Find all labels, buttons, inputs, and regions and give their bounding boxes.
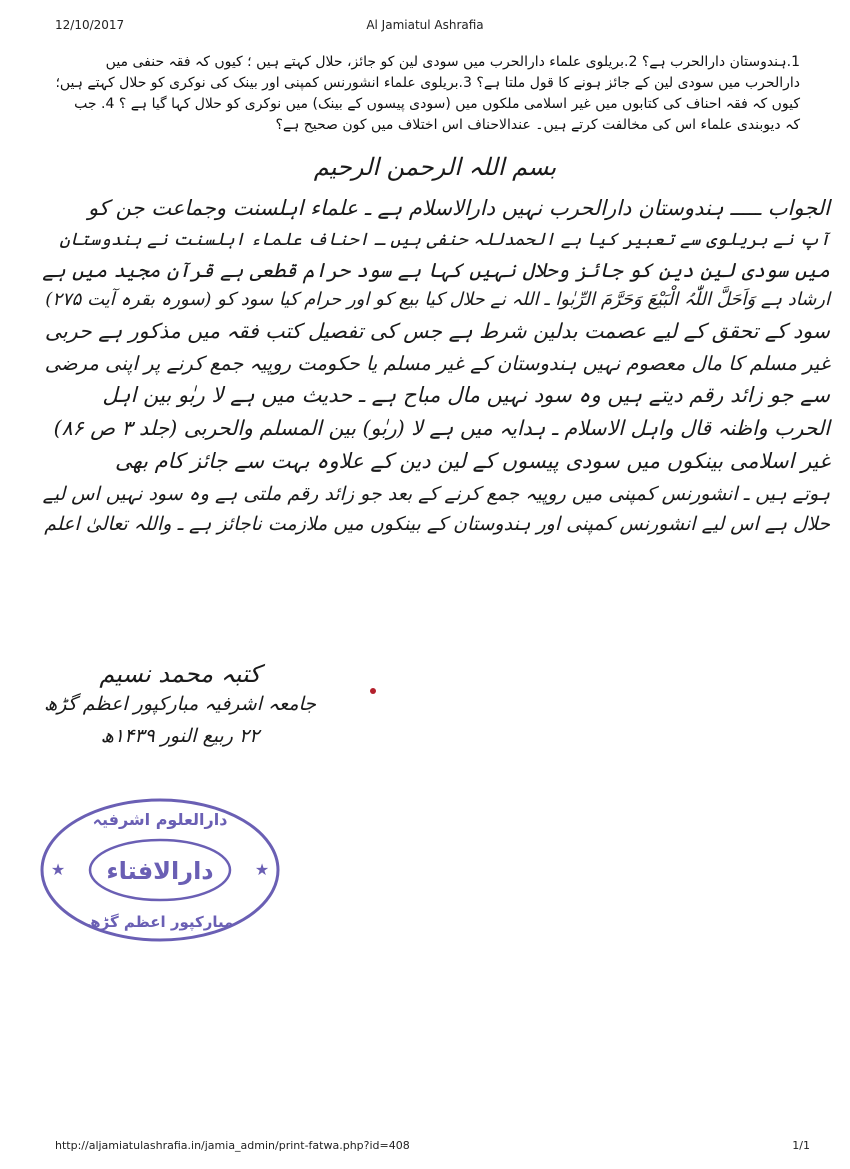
handwritten-answer (40, 148, 830, 540)
darul-ifta-seal (38, 795, 283, 945)
answer-line: سود کے تحقق کے لیے عصمت بدلین شرط ہے جس کی تفصیل کتب فقہ میں مذکور ہے حربی (44, 318, 830, 343)
seal-star-left-icon: ★ (50, 860, 66, 879)
seal-star-right-icon: ★ (254, 860, 270, 879)
print-date: 12/10/2017 (55, 18, 125, 32)
answer-line: غیر اسلامی بینکوں میں سودی پیسوں کے لین دین کے علاوہ بہت سے جائز کام بھی (114, 449, 830, 474)
answer-line: آپ نے بریلوی سے تعبیر کیا ہے الحمدللہ حنفی ہیں ـ احناف علماء اہلسنت نے ہندوستان (59, 229, 830, 250)
bismillah: بسم اللہ الرحمن الرحیم (313, 153, 557, 181)
seal-top-text: دارالعلوم اشرفیہ (92, 810, 228, 829)
answer-line: سے جو زائد رقم دیتے ہیں وہ سود نہیں مال مباح ہے ـ حدیث میں ہے لا ربٰو بین اہل (102, 382, 830, 407)
answer-line: ہوتے ہیں ـ انشورنس کمپنی میں روپیہ جمع کرنے کے بعد جو زائد رقم ملتی ہے وہ سود نہیں اس لیے (42, 482, 830, 505)
footer-url: http://aljamiatulashrafia.in/jamia_admin/print-fatwa.php?id=408 (55, 1139, 410, 1152)
answer-line: ارشاد ہے وَاَحَلَّ اللّٰہُ الْبَیْعَ وَحَرَّمَ الرِّبٰوا ـ اللہ نے حلال کیا بیع کو اور حرام کیا سود کو (سورہ بقرہ آیت ۲۷۵) (45, 288, 830, 310)
signature-date: ۲۲ ربیع النور ۱۴۳۹ھ (100, 725, 260, 748)
answer-line: حلال ہے اس لیے انشورنس کمپنی اور ہندوستان کے بینکوں میں ملازمت ناجائز ہے ـ واللہ تعالیٰ اعلم (44, 513, 830, 536)
answer-line: غیر مسلم کا مال معصوم نہیں ہندوستان کے غیر مسلم یا حکومت روپیہ جمع کرنے پر اپنی مرضی (44, 351, 830, 375)
ink-dot (370, 688, 376, 694)
seal-bottom-text: مبارکپور اعظم گڑھ (86, 913, 234, 931)
answer-line: میں سودی لین دین کو جائز وحلال نہیں کہا ہے سود حرام قطعی ہے قرآن مجید میں ہے (42, 257, 830, 282)
signer-name: کتبہ محمد نسیم (99, 660, 261, 688)
site-title: Al Jamiatul Ashrafia (366, 18, 484, 32)
page-number: 1/1 (792, 1139, 810, 1152)
seal-center-text: دارالافتاء (106, 857, 214, 885)
signature-block (30, 660, 330, 753)
answer-line: الحرب واظنہ قال واہل الاسلام ـ ہدایہ میں ہے لا (ربٰو) بین المسلم والحربی (جلد ۳ ص ۸۶) (53, 416, 830, 441)
signer-institution: جامعہ اشرفیہ مبارکپور اعظم گڑھ (43, 693, 317, 715)
answer-line: الجواب ـــــ ہندوستان دارالحرب نہیں دارالاسلام ہے ـ علماء اہلسنت وجماعت جن کو (88, 196, 830, 221)
question-text: 1.ہندوستان دارالحرب ہے؟ 2.بریلوی علماء دارالحرب میں سودی لین کو جائز، حلال کہتے ہیں ؛ کیوں کہ فقہ حنفی میں دارالحرب میں سودی لین کے جائز ہونے کا قول ملتا ہے؟ 3.بریلوی علماء انشورنس کمپنی اور بینک کی نوکری کو حلال کہتے ہیں؛ کیوں کہ فقہ احناف کی کتابوں میں غیر اسلامی ملکوں میں (سودی پیسوں کے بینک) میں نوکری کو حلال کہا گیا ہے ؟ 4. جب کہ دیوبندی علماء اس کی مخالفت کرتے ہیں۔ عندالاحناف اس اختلاف میں کون صحیح ہے؟ (55, 54, 800, 133)
